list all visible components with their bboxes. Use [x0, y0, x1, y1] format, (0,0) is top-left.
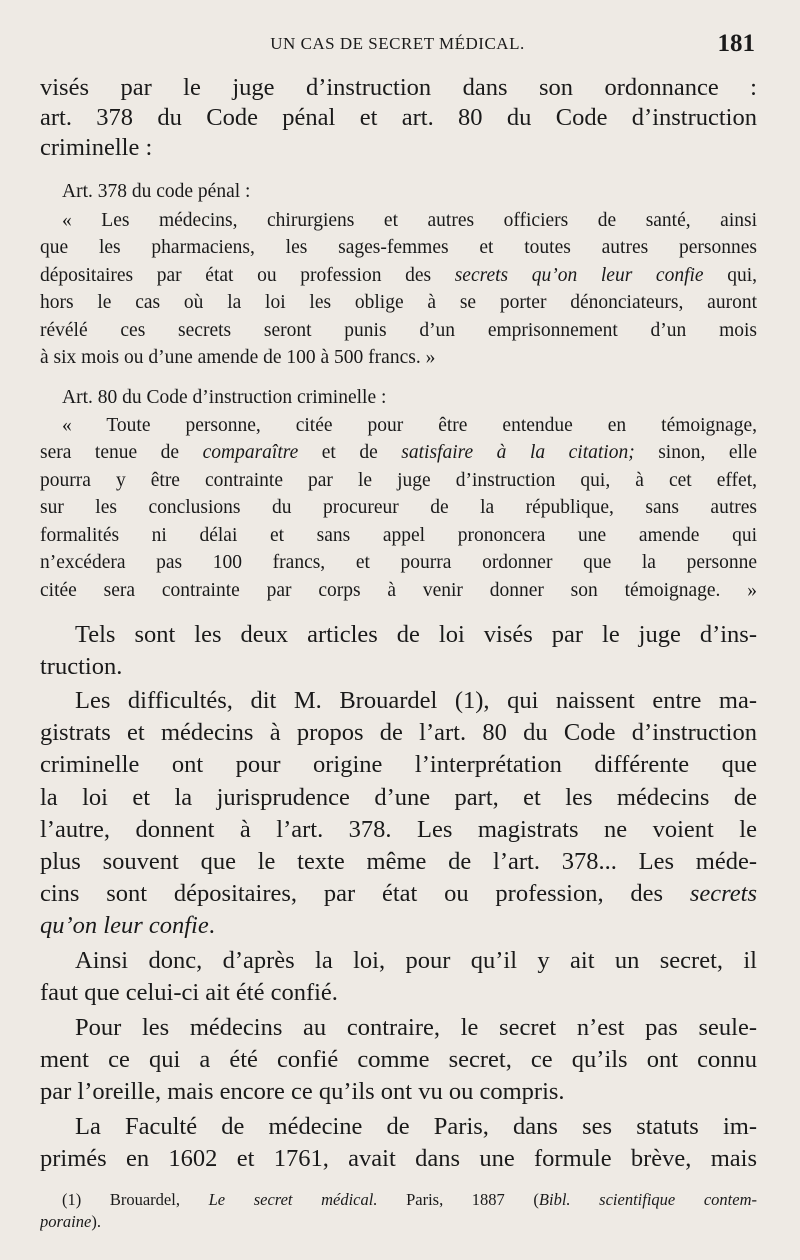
text-line	[40, 441, 757, 465]
italic-run: secrets qu’on leur confie	[454, 265, 704, 286]
text-line: Art. 378 du code pénal :	[62, 181, 251, 202]
text-line	[40, 911, 757, 941]
text-line	[40, 879, 757, 909]
text-line: criminelle :	[40, 134, 153, 161]
text-line: « Toute personne, citée pour être entendue en témoignage,	[62, 415, 757, 436]
text-line: la loi et la jurisprudence d’une part, et les médecins de	[40, 784, 757, 811]
text-line: faut que celui-ci ait été confié.	[40, 979, 338, 1006]
italic-run: qu’on leur confie	[40, 912, 209, 939]
text-run: .	[208, 912, 215, 939]
text-line: que les pharmaciens, les sages-femmes et toutes autres personnes	[40, 237, 757, 258]
italic-run: satisfaire à la citation;	[401, 442, 635, 463]
text-run: et de	[298, 442, 402, 463]
text-line: hors le cas où la loi les oblige à se porter dénonciateurs, auront	[40, 292, 757, 313]
text-line: Pour les médecins au contraire, le secret n’est pas seule-	[75, 1014, 757, 1041]
text-line: n’excédera pas 100 francs, et pourra ordonner que la personne	[40, 552, 757, 573]
text-line: formalités ni délai et sans appel prononcera une amende qui	[40, 525, 757, 546]
italic-run: poraine	[40, 1212, 92, 1231]
text-line: visés par le juge d’instruction dans son ordonnance :	[40, 74, 757, 101]
text-run: dépositaires par état ou profession des	[40, 265, 455, 286]
text-line: Tels sont les deux articles de loi visés par le juge d’ins-	[75, 621, 757, 648]
text-run: cins sont dépositaires, par état ou profession, des	[40, 880, 690, 907]
text-line	[40, 264, 757, 288]
text-line: plus souvent que le texte même de l’art. 378... Les méde-	[40, 848, 757, 875]
text-line: art. 378 du Code pénal et art. 80 du Code d’instruction	[40, 104, 757, 131]
running-head	[40, 30, 755, 64]
text-line: criminelle ont pour origine l’interprétation différente que	[40, 751, 757, 778]
text-line: par l’oreille, mais encore ce qu’ils ont vu ou compris.	[40, 1078, 565, 1105]
text-line: truction.	[40, 653, 123, 680]
text-line: ment ce qui a été confié comme secret, ce qu’ils ont connu	[40, 1046, 757, 1073]
text-line: sur les conclusions du procureur de la république, sans autres	[40, 497, 757, 518]
text-run: ).	[91, 1212, 101, 1231]
text-line: à six mois ou d’une amende de 100 à 500 francs. »	[40, 347, 436, 368]
text-run: sera tenue de	[40, 442, 203, 463]
text-line: primés en 1602 et 1761, avait dans une formule brève, mais	[40, 1145, 757, 1172]
italic-run: comparaître	[202, 442, 299, 463]
text-line: Les difficultés, dit M. Brouardel (1), qui naissent entre ma-	[75, 687, 757, 714]
text-run: (1) Brouardel,	[62, 1190, 209, 1209]
text-line: révélé ces secrets seront punis d’un emprisonnement d’un mois	[40, 320, 757, 341]
text-line: citée sera contrainte par corps à venir donner son témoignage. »	[40, 580, 757, 601]
footnote-line	[40, 1212, 757, 1232]
running-title: UN CAS DE SECRET MÉDICAL.	[270, 34, 525, 53]
page-number: 181	[717, 30, 755, 57]
text-line: Ainsi donc, d’après la loi, pour qu’il y ait un secret, il	[75, 947, 757, 974]
text-line: Art. 80 du Code d’instruction criminelle :	[62, 387, 387, 408]
italic-run: Bibl. scientifique contem-	[538, 1190, 757, 1209]
text-run: Paris, 1887 (	[377, 1190, 539, 1209]
italic-run: secrets	[689, 880, 757, 907]
text-run: qui,	[703, 265, 757, 286]
text-line: pourra y être contrainte par le juge d’instruction qui, à cet effet,	[40, 470, 757, 491]
text-line: La Faculté de médecine de Paris, dans ses statuts im-	[75, 1113, 757, 1140]
text-line: « Les médecins, chirurgiens et autres officiers de santé, ainsi	[62, 210, 757, 231]
text-line: l’autre, donnent à l’art. 378. Les magistrats ne voient le	[40, 816, 757, 843]
text-line: gistrats et médecins à propos de l’art. 80 du Code d’instruction	[40, 719, 757, 746]
text-run: sinon, elle	[634, 442, 757, 463]
italic-run: Le secret médical.	[208, 1190, 378, 1209]
footnote-line	[62, 1190, 757, 1210]
